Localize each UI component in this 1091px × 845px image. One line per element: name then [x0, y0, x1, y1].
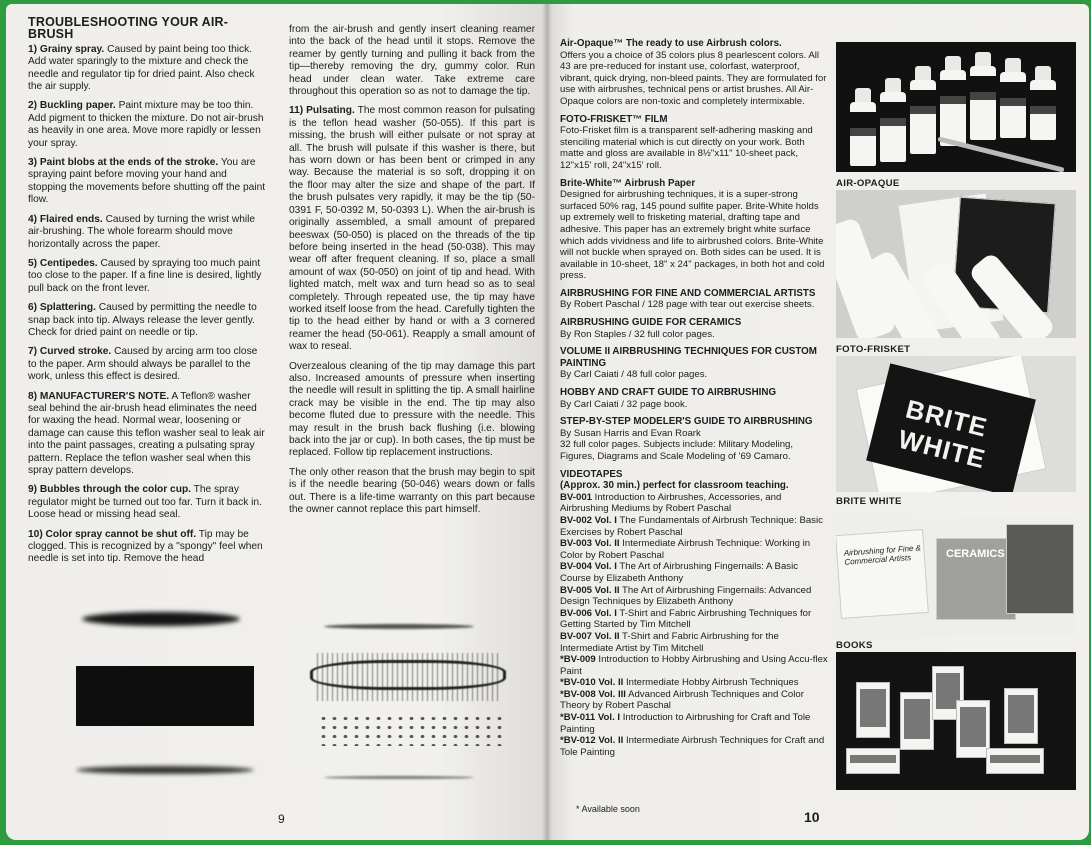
videotape-entry: BV-005 Vol. II The Art of Airbrushing Fingernails: Advanced Design Techniques by Elizabeth Anthony [560, 584, 812, 608]
page-9 [6, 4, 546, 840]
videotape-code: BV-001 [560, 491, 592, 503]
videotape-code: *BV-009 [560, 654, 596, 666]
troubleshooting-item-lead: 8) MANUFACTURER'S NOTE. [28, 390, 170, 402]
videotape-entry: BV-003 Vol. II Intermediate Airbrush Technique: Working in Color by Robert Paschal [560, 538, 811, 561]
troubleshooting-item: 1) Grainy spray. Caused by paint being too thick. Add water sparingly to the mixture and check the needle and regulator tip for dried paint. Also check the air supply. [28, 43, 255, 93]
videotape-entry: *BV-012 Vol. II Intermediate Airbrush Techniques for Craft and Tole Painting [560, 735, 825, 758]
troubleshooting-item-lead: 5) Centipedes. [28, 257, 98, 269]
videotape-code: BV-006 Vol. I [560, 607, 617, 619]
book-title-ceramics: CERAMICS [946, 548, 1005, 560]
product-description: By Robert Paschal / 128 page with tear out exercise sheets. [560, 299, 815, 311]
product-item [560, 416, 828, 462]
troubleshooting-item-lead: 1) Grainy spray. [28, 43, 105, 55]
left-column-2 [289, 24, 535, 523]
troubleshooting-paragraph: from the air-brush and gently insert cleaning reamer into the back of the head until it stops. Remove the reamer by gently turning and pulling it back from the tip—thereby removing the dry, gummy color. Run head under clean water. Take extreme care throughout this operation so as not to damage the tip. [289, 24, 535, 98]
videotape-entry: BV-007 Vol. II T-Shirt and Fabric Airbrushing for the Intermediate Artist by Tim Mitchell [560, 630, 779, 654]
brite-white-photo [836, 356, 1076, 492]
vhs-box [856, 682, 890, 738]
product-title: FOTO-FRISKET™ FILM [560, 113, 668, 125]
page-heading: TROUBLESHOOTING YOUR AIR-BRUSH [28, 15, 229, 42]
spray-stroke-examples [62, 594, 522, 794]
product-description: Designed for airbrushing techniques, it is a super-strong surfaced 50% rag, 145 pound sulfite paper. Brite-White holds up extremely well to frisketing material, drafting tape and adhesive. This paper has an extremely bright white surface which adds vividness and life to airbrushed colors. Brite-White will not buckle when sprayed on. Both sides can be used. It is available in 10-sheet, 18" x 24" packages, in both hot and cold press. [560, 189, 825, 282]
videotape-code: *BV-008 Vol. III [560, 688, 626, 700]
caption-air-opaque: AIR-OPAQUE [836, 178, 900, 189]
troubleshooting-item: 3) Paint blobs at the ends of the stroke. You are spraying paint before moving your hand and stopping the movements before shutting off the paint flow. [28, 157, 266, 206]
videotape-entry: *BV-009 Introduction to Hobby Airbrushing and Using Accu-flex Paint [560, 654, 828, 677]
solid-block-sample [76, 666, 254, 726]
troubleshooting-item: 5) Centipedes. Caused by spraying too much paint too close to the paper. If a fine line is desired, lightly pull back on the front lever. [28, 257, 262, 294]
videotape-entry: *BV-010 Vol. II Intermediate Hobby Airbrush Techniques [560, 677, 799, 689]
product-description: By Carl Caiati / 32 page book. [560, 398, 688, 410]
air-opaque-photo [836, 42, 1076, 172]
videotape-entry: *BV-008 Vol. III Advanced Airbrush Techniques and Color Theory by Robert Paschal [560, 688, 804, 712]
videotape-code: BV-007 Vol. II [560, 630, 620, 642]
page-number-right: 10 [804, 809, 820, 825]
troubleshooting-item-lead: 3) Paint blobs at the ends of the stroke. [28, 157, 219, 169]
vhs-box [1004, 688, 1038, 744]
videotape-list [560, 492, 828, 759]
videotape-entry: BV-006 Vol. I T-Shirt and Fabric Airbrushing Techniques for Getting Started by Tim Mitchell [560, 607, 812, 631]
troubleshooting-item-lead: 7) Curved stroke. [28, 346, 112, 358]
airbrush-icon [937, 136, 1064, 172]
product-description: By Ron Staples / 32 full color pages. [560, 328, 715, 340]
troubleshooting-item: 4) Flaired ends. Caused by turning the wrist while air-brushing. The whole forearm should move horizontally across the paper. [28, 213, 256, 250]
troubleshooting-item-lead: 2) Buckling paper. [28, 100, 116, 112]
splatter-sample [318, 714, 508, 746]
troubleshooting-item: 7) Curved stroke. Caused by arcing arm too close to the paper. Arm should always be parallel to the work, unless this effect is desired. [28, 346, 258, 383]
videotapes-title: VIDEOTAPES [560, 468, 623, 480]
product-list [560, 38, 828, 764]
troubleshooting-item: 6) Splattering. Caused by permitting the needle to snap back into tip. Always release the lever gently. Check for dried paint on needle or tip. [28, 302, 257, 338]
book-cover [1006, 524, 1074, 614]
videotape-code: *BV-012 Vol. II [560, 735, 624, 747]
footnote: * Available soon [576, 804, 640, 814]
product-item [560, 387, 828, 410]
fine-line-sample [324, 624, 474, 629]
product-item [560, 288, 828, 311]
caption-brite-white: BRITE WHITE [836, 496, 902, 507]
book-cover [836, 529, 929, 619]
product-title: Air-Opaque™ The ready to use Airbrush colors. [560, 38, 782, 49]
paint-bottle [1030, 80, 1056, 140]
paint-bottle [880, 92, 906, 162]
vhs-box [956, 700, 990, 758]
troubleshooting-paragraph: The only other reason that the brush may begin to spit is if the needle bearing (50-046) wears down or falls out. There is a life-time warranty on this part because the owner cannot replace this part himself. [289, 466, 535, 516]
product-item [560, 178, 828, 282]
caption-foto-frisket: FOTO-FRISKET [836, 344, 911, 355]
page-10 [546, 4, 1089, 840]
troubleshooting-paragraph: 11) Pulsating. The most common reason for pulsating is the teflon head washer (50-055). If this part is missing, the brush will either pulsate or not spray at all. The brush will pulsate if this washer is there, but has worn down or has been bent or crimped in any way. Because the material is so soft, dropping it on the floor may alter the size and shape of the part. If the brush pulsates very rapidly, it may be the tip (50-0391 F, 50-0392 M, 50-0393 L). When the air-brush is originally assembled, a small amount of prepared beeswax (50-050) is placed on the threads of the tip before being inserted in the head (50-038). This may wear off after frequent cleaning. If so, place a small amount of wax (50-050) on joint of tip and head. With lighted match, melt wax and turn head so as to seal completely. Through repeated use, the tip may have worked itself loose from the head. Carefully tighten the tip to the head either by hand or with a 3 cornered reamer the head (50-061). Reapply a small amount of wax to reseal. [289, 105, 536, 353]
videotape-entry: *BV-011 Vol. I Introduction to Airbrushing for Craft and Tole Painting [560, 712, 811, 735]
troubleshooting-paragraph: Overzealous cleaning of the tip may damage this part also. Increased amounts of pressure when inserting the needle will result in splitting the tip. A small hairline crack may be visible in the end. The tip may also become fluted due to pressure with the needle. This may result in the brush back flushing (i.e. blowing back into the jar or cup). In both cases, the tip must be replaced. Follow tip replacement instructions. [289, 360, 535, 459]
vhs-box [846, 748, 900, 774]
troubleshooting-paragraph-lead: 11) Pulsating. [289, 105, 355, 117]
caption-books: BOOKS [836, 640, 873, 651]
product-description: By Susan Harris and Evan Roark 32 full color pages. Subjects include: Military Modeling, Figures, Diagrams and Scale Modeling of '69 Camaro. [560, 427, 794, 462]
faint-line-sample [324, 776, 474, 779]
troubleshooting-item-lead: 9) Bubbles through the color cup. [28, 484, 191, 496]
paint-bottle [970, 66, 996, 140]
videotape-code: BV-005 Vol. II [560, 584, 620, 596]
product-description: Foto-Frisket film is a transparent self-adhering masking and stenciling material which is cut directly on your work. Both matte and gloss are available in 8½"x11" 10-sheet pack, 12"x15' roll, 24"x15' roll. [560, 125, 813, 171]
troubleshooting-item-lead: 4) Flaired ends. [28, 213, 103, 225]
product-title: AIRBRUSHING FOR FINE AND COMMERCIAL ARTISTS [560, 287, 816, 299]
troubleshooting-list [28, 44, 268, 566]
product-title: Brite-White™ Airbrush Paper [560, 177, 696, 189]
booklet-spread [6, 4, 1089, 842]
videotape-code: BV-004 Vol. I [560, 561, 617, 573]
paint-bottle [1000, 72, 1026, 138]
videotapes-section [560, 469, 828, 759]
product-item [560, 38, 828, 108]
product-title: AIRBRUSHING GUIDE FOR CERAMICS [560, 317, 742, 329]
videotapes-photo [836, 652, 1076, 790]
product-description: By Carl Caiati / 48 full color pages. [560, 369, 708, 381]
videotape-entry: BV-001 Introduction to Airbrushes, Accessories, and Airbrushing Mediums by Robert Paschal [560, 491, 782, 515]
videotape-entry: BV-002 Vol. I The Fundamentals of Airbrush Technique: Basic Exercises by Robert Paschal [560, 514, 823, 538]
troubleshooting-item-lead: 6) Splattering. [28, 302, 96, 314]
grainy-stroke-sample [82, 612, 240, 626]
page-gutter [542, 4, 552, 840]
troubleshooting-item-lead: 10) Color spray cannot be shut off. [28, 528, 197, 540]
left-column-1 [28, 16, 268, 573]
paint-bottle [850, 102, 876, 166]
videotape-code: BV-003 Vol. II [560, 538, 620, 550]
books-photo [836, 518, 1076, 636]
product-item [560, 317, 828, 340]
product-title: VOLUME II AIRBRUSHING TECHNIQUES FOR CUSTOM PAINTING [560, 346, 817, 369]
product-item [560, 346, 828, 381]
vhs-box [986, 748, 1044, 774]
troubleshooting-item: 9) Bubbles through the color cup. The spray regulator might be turned out too far. Turn it back in. Loose head or missing head seal. [28, 484, 262, 521]
vhs-box [900, 692, 934, 750]
product-description: Offers you a choice of 35 colors plus 8 pearlescent colors. All 43 are pre-reduced for instant use, colorfast, waterproof, vibrant, quick drying, non-bleed paints. They are formulated for use with airbrushes, technical pens or artist brushes. All Air-Opaque colors are non-toxic and completely intermixable. [560, 49, 827, 107]
troubleshooting-item: 8) MANUFACTURER'S NOTE. A Teflon® washer seal behind the air-brush head eliminates the need for waxing the head. Normal wear, loosening or damage can cause this teflon washer seal to leak air into the paint passages, creating a pulsating spray pattern. Replace the teflon washer seal when this spray pattern develops. [28, 390, 265, 476]
troubleshooting-item: 2) Buckling paper. Paint mixture may be too thin. Add pigment to thicken the mixture. Do not air-brush as heavily in one area. Move more rapidly or lessen your spray. [28, 100, 264, 149]
paint-bottle [940, 70, 966, 146]
videotape-code: BV-002 Vol. I [560, 514, 617, 526]
videotape-entry: BV-004 Vol. I The Art of Airbrushing Fingernails: A Basic Course by Elizabeth Anthony [560, 561, 799, 584]
videotape-code: *BV-010 Vol. II [560, 677, 624, 689]
page-number-left: 9 [278, 812, 285, 826]
videotape-code: *BV-011 Vol. I [560, 712, 621, 724]
foto-frisket-photo [836, 190, 1076, 338]
brite-white-cover-text: BRITE WHITE [895, 393, 991, 475]
product-title: STEP-BY-STEP MODELER'S GUIDE TO AIRBRUSHING [560, 416, 813, 428]
centipede-stroke-sample [310, 660, 506, 690]
troubleshooting-item: 10) Color spray cannot be shut off. Tip may be clogged. This is recognized by a "spongy" feel when needle is set into tip. Remove the head [28, 528, 263, 565]
book-title-hobby: Airbrushing for Fine & Commercial Artists [843, 543, 922, 567]
product-item [560, 114, 828, 172]
thin-stroke-sample [76, 766, 254, 774]
product-title: HOBBY AND CRAFT GUIDE TO AIRBRUSHING [560, 387, 777, 399]
product-items [560, 38, 828, 463]
videotapes-subtitle: (Approx. 30 min.) perfect for classroom teaching. [560, 480, 789, 492]
paint-bottle [910, 80, 936, 154]
